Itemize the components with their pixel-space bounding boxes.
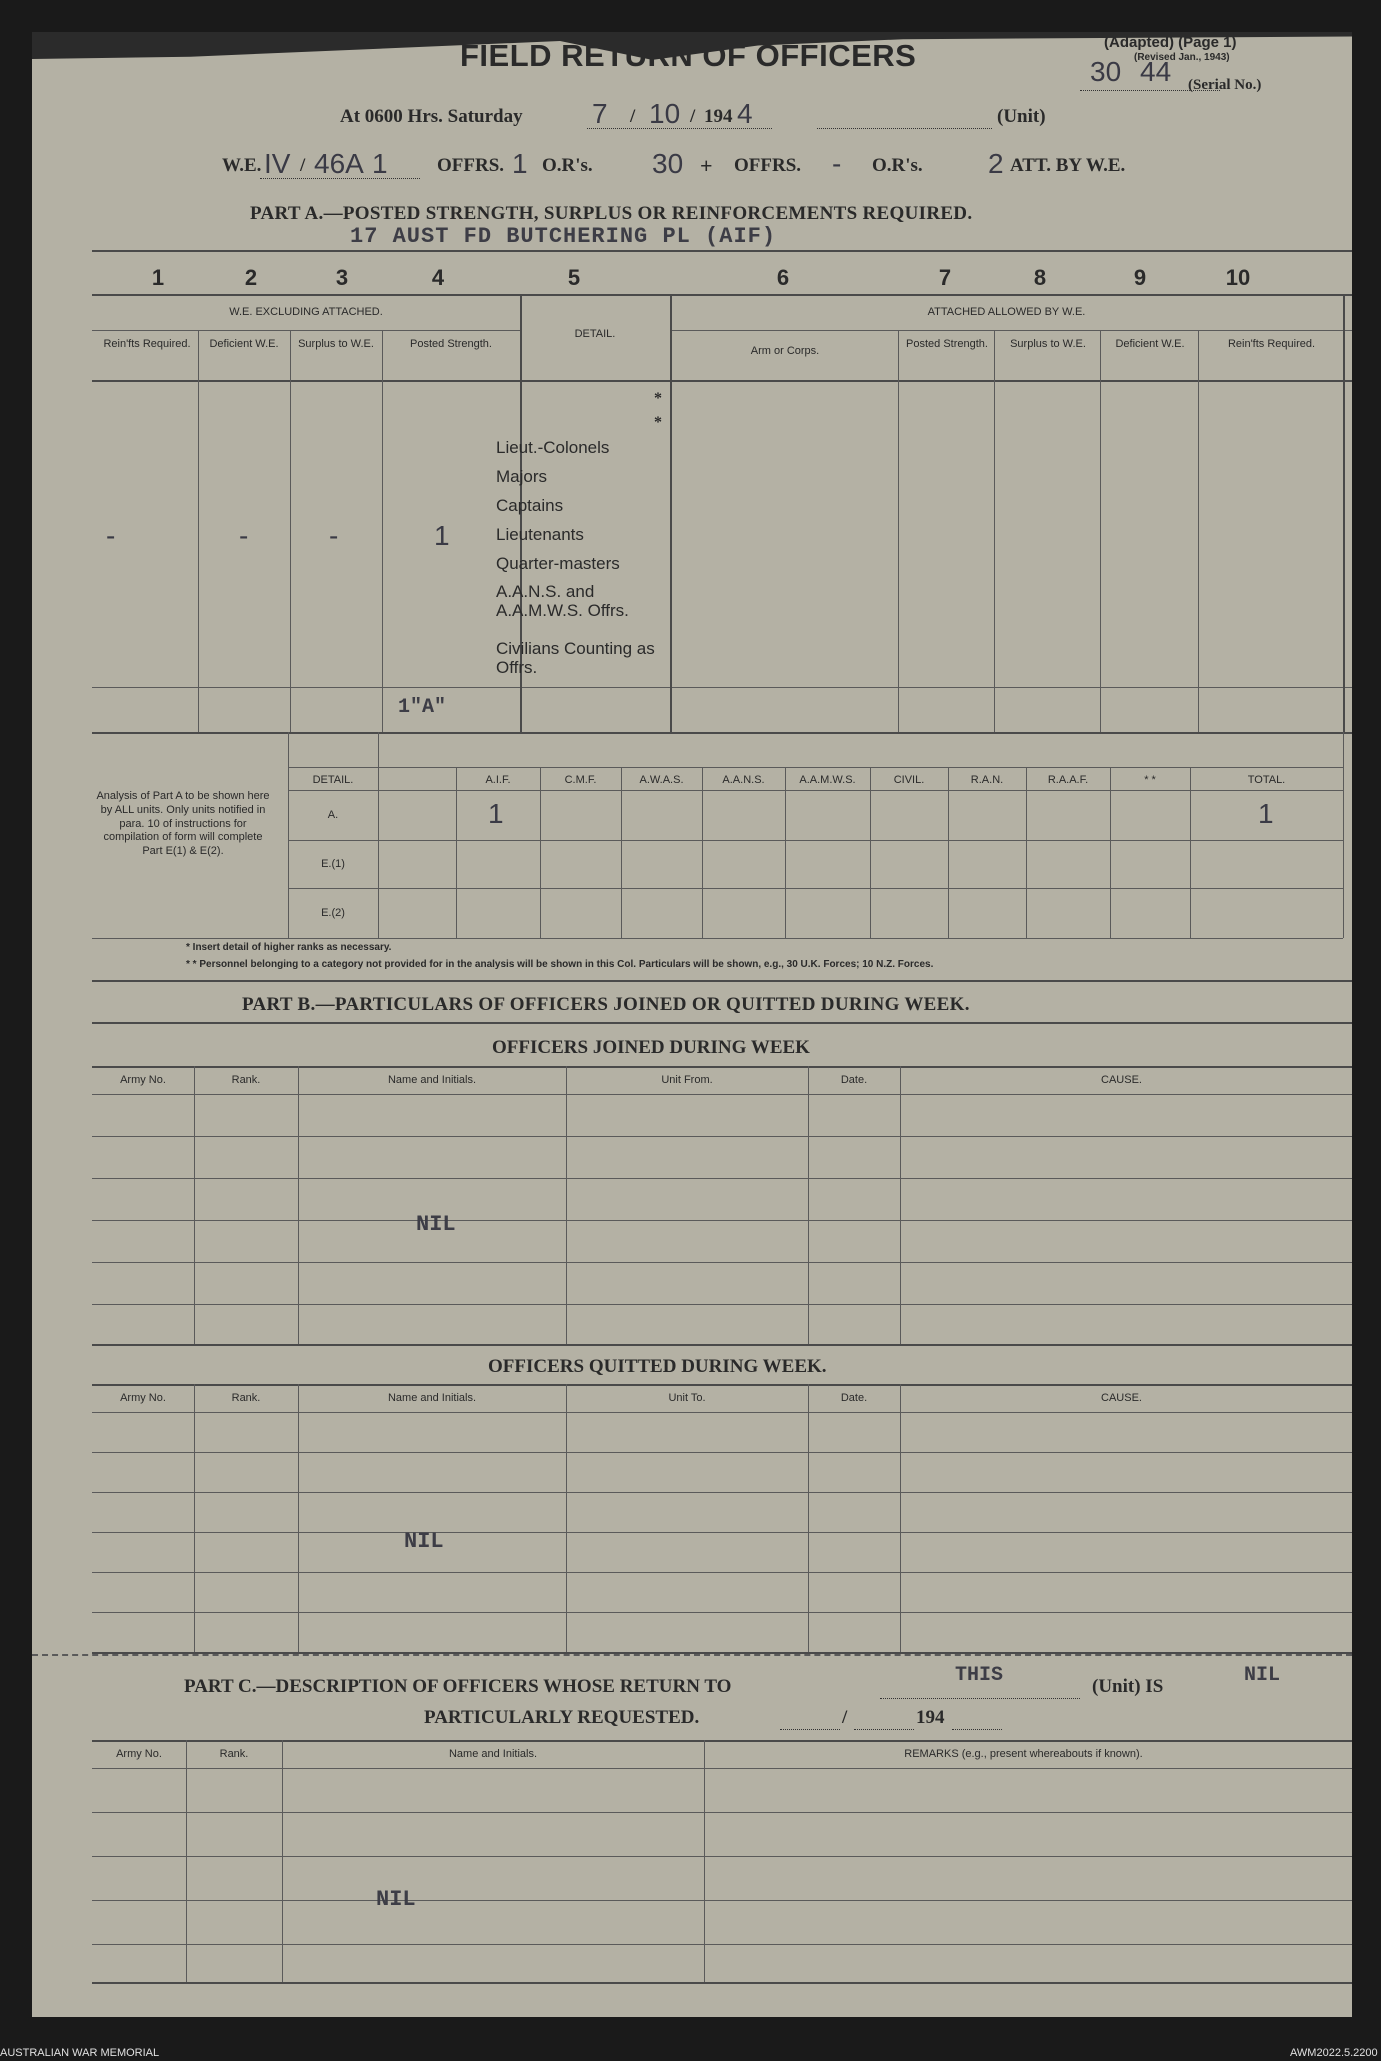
rank-asterisk-1: * [654,390,662,407]
posted-total-typed: 1"A" [398,696,447,719]
part-a-v8 [1100,330,1101,732]
form-title: FIELD RETURN OF OFFICERS [460,38,917,73]
entry-posted: 1 [434,520,450,551]
analysis-header-raaf: R.A.A.F. [1047,774,1089,786]
offrs2-value: - [832,148,842,179]
quitted-v3 [566,1384,567,1652]
col-number-4: 4 [431,265,445,290]
part-c-header-bottom [92,1768,1352,1769]
part-a-bottom [92,732,1352,734]
part-c-date-dotline-2 [854,1729,914,1730]
left-header-surplus: Surplus to W.E. [298,338,374,350]
analysis-v1 [378,732,379,938]
serial-number-handwritten: 30 [1090,56,1122,87]
part-a-subhdr-right [670,330,1352,331]
footnote-1: * Insert detail of higher ranks as necessary. [186,942,392,953]
analysis-row-e1-top [288,840,1343,841]
joined-v4 [808,1066,809,1344]
joined-header-bottom [92,1094,1352,1095]
joined-header-army-no: Army No. [120,1074,166,1086]
part-c-nil: NIL [376,1887,416,1912]
entry-reinfts: - [106,520,116,551]
analysis-top [288,767,1343,768]
analysis-v6 [785,767,786,938]
we-part1: IV [264,148,291,179]
date-year-digit: 4 [737,98,753,129]
date-slash-1: / [630,106,636,127]
analysis-v5 [702,767,703,938]
unit-dotline [817,128,992,129]
analysis-v9 [1026,767,1027,938]
we-slash-1: / [300,155,306,176]
right-header-arm: Arm or Corps. [750,345,820,357]
joined-heading: OFFICERS JOINED DURING WEEK [492,1037,810,1058]
unit-typed: 17 AUST FD BUTCHERING PL (AIF) [350,224,777,249]
part-c-row-1 [92,1812,1352,1813]
col-number-2: 2 [244,265,258,290]
quitted-nil: NIL [404,1529,444,1554]
rank-lieutenants: Lieutenants [496,525,584,544]
quitted-header-bottom [92,1412,1352,1413]
analysis-header-total: TOTAL. [1247,774,1286,786]
part-c-v2 [282,1740,283,1982]
joined-row-4 [92,1262,1352,1263]
quitted-row-3 [92,1532,1352,1533]
right-header-posted: Posted Strength. [906,338,988,350]
quitted-header-army-no: Army No. [120,1392,166,1404]
joined-v5 [900,1066,901,1344]
serial-label: (Serial No.) [1188,77,1262,93]
col-number-6: 6 [776,265,790,290]
quitted-table-top [92,1384,1352,1386]
date-day: 7 [592,98,608,129]
analysis-aif-a: 1 [488,798,504,829]
part-a-v2 [290,330,291,732]
rank-asterisk-2: * [654,414,662,431]
analysis-v11 [1190,767,1191,938]
offrs-value: 1 [512,148,528,179]
part-a-heading: PART A.—POSTED STRENGTH, SURPLUS OR REINFORCEMENTS REQUIRED. [250,203,973,224]
analysis-row-a: A. [327,809,339,821]
date-month: 10 [649,98,681,129]
analysis-header-aamws: A.A.M.W.S. [799,774,856,786]
date-year-prefix: 194 [704,106,733,127]
quitted-heading: OFFICERS QUITTED DURING WEEK. [488,1356,827,1377]
col-number-10: 10 [1225,265,1251,290]
part-c-date-dotline-3 [952,1729,1002,1730]
right-header-deficient: Deficient W.E. [1115,338,1185,350]
plus-sign: + [700,153,713,178]
analysis-total-a: 1 [1258,798,1274,829]
analysis-v7 [870,767,871,938]
part-c-date-dotline-1 [780,1729,840,1730]
part-c-header-rank: Rank. [219,1748,249,1760]
perforation-line [32,1654,1352,1656]
footer-left: AUSTRALIAN WAR MEMORIAL [0,2047,160,2059]
entry-deficient: - [239,520,249,551]
part-a-v6 [898,330,899,732]
part-c-unit-is: (Unit) IS [1092,1676,1164,1697]
part-c-v1 [186,1740,187,1982]
revised-label: (Revised Jan., 1943) [1134,52,1230,63]
part-c-heading-1: PART C.—DESCRIPTION OF OFFICERS WHOSE RETURN TO [184,1676,732,1697]
part-c-this: THIS [955,1664,1004,1687]
analysis-header-cmf: C.M.F. [564,774,597,786]
analysis-v10 [1110,767,1111,938]
joined-v2 [298,1066,299,1344]
part-c-row-3 [92,1900,1352,1901]
analysis-v12 [1343,732,1344,938]
detail-header: DETAIL. [574,328,616,340]
part-c-header-army-no: Army No. [116,1748,162,1760]
quitted-row-4 [92,1572,1352,1573]
attached-allowed-header: ATTACHED ALLOWED BY W.E. [927,306,1086,318]
at-line-label: At 0600 Hrs. Saturday [340,106,523,127]
we-part3: 1 [372,148,388,179]
part-c-table-bottom [92,1982,1352,1984]
analysis-row-e1: E.(1) [321,858,345,870]
part-a-v9 [1198,330,1199,732]
part-c-v3 [704,1740,705,1982]
part-a-v7 [994,330,995,732]
footnote-2: * * Personnel belonging to a category not provided for in the analysis will be shown in this Col. Particulars will be shown, e.g., 30 U.K. Forces; 10 N.Z. Forces. [186,959,934,970]
left-header-posted: Posted Strength. [410,338,492,350]
quitted-row-2 [92,1492,1352,1493]
analysis-header-detail: DETAIL. [312,774,354,786]
part-a-header-bottom [92,380,1352,382]
att-label: ATT. BY W.E. [1010,155,1126,176]
ors-value: 30 [652,148,684,179]
col-number-5: 5 [567,265,581,290]
right-header-surplus: Surplus to W.E. [1010,338,1086,350]
analysis-v4 [621,767,622,938]
quitted-row-5 [92,1612,1352,1613]
adapted-label: (Adapted) (Page 1) [1104,34,1237,51]
offrs-label: OFFRS. [437,155,505,176]
joined-header-name: Name and Initials. [387,1074,477,1086]
quitted-header-unit-to: Unit To. [668,1392,706,1404]
joined-row-5 [92,1304,1352,1305]
analysis-v8 [948,767,949,938]
part-a-detail-bottom [92,687,1352,688]
quitted-v4 [808,1384,809,1652]
quitted-row-1 [92,1452,1352,1453]
part-a-v1 [198,330,199,732]
part-b-rule [92,1022,1352,1024]
rank-civilians: Civilians Counting as Offrs. [496,639,655,677]
col-number-9: 9 [1133,265,1147,290]
ors-label: O.R's. [542,155,593,176]
part-c-date-year: 194 [916,1707,945,1728]
part-c-header-remarks: REMARKS (e.g., present whereabouts if known). [904,1748,1143,1760]
analysis-header-civil: CIVIL. [893,774,925,786]
analysis-header-aif: A.I.F. [485,774,511,786]
part-c-nil-right: NIL [1244,1664,1281,1687]
analysis-row-a-top [288,790,1343,791]
offrs2-label: OFFRS. [734,155,802,176]
part-c-row-2 [92,1856,1352,1857]
part-a-right-edge [1343,294,1345,732]
analysis-header-ran: R.A.N. [970,774,1004,786]
left-header-deficient: Deficient W.E. [209,338,279,350]
rank-quarter-masters: Quarter-masters [496,554,620,573]
part-c-row-4 [92,1944,1352,1945]
rank-majors: Majors [496,467,548,486]
analysis-v3 [540,767,541,938]
ors2-value: 2 [988,148,1004,179]
serial-number-handwritten-2: 44 [1140,56,1172,87]
joined-table-top [92,1066,1352,1068]
analysis-bottom [92,938,1343,939]
joined-nil: NIL [416,1212,456,1237]
part-a-end-rule [92,980,1352,982]
part-c-heading-2: PARTICULARLY REQUESTED. [424,1707,700,1728]
unit-label: (Unit) [997,106,1046,127]
part-a-v3 [382,330,383,732]
form-sheet [32,32,1352,2017]
analysis-v2 [456,767,457,938]
col-number-8: 8 [1033,265,1047,290]
part-b-heading: PART B.—PARTICULARS OF OFFICERS JOINED OR QUITTED DURING WEEK. [242,994,970,1015]
right-header-reinfts: Rein'fts Required. [1227,338,1316,350]
part-a-subhdr-left [92,330,520,331]
part-c-table-top [92,1740,1352,1742]
quitted-header-cause: CAUSE. [1101,1392,1142,1404]
joined-row-3 [92,1220,1352,1221]
quitted-header-rank: Rank. [231,1392,261,1404]
analysis-note: Analysis of Part A to be shown here by ALL units. Only units notified in para. 10 of instructions for compilation of form will complete Part E(1) & E(2). [96,790,270,857]
we-label: W.E. [222,155,262,176]
quitted-header-name: Name and Initials. [387,1392,477,1404]
rank-aans-aamws: A.A.N.S. and A.A.M.W.S. Offrs. [496,582,629,620]
part-a-table-top [92,294,1352,296]
we-part2: 46A [314,148,364,179]
rank-lieut-colonels: Lieut.-Colonels [496,438,610,457]
part-a-v5 [670,294,672,732]
analysis-row-e2-top [288,888,1343,889]
quitted-v5 [900,1384,901,1652]
left-header-reinfts: Rein'fts Required. [103,338,191,350]
we-excluding-header: W.E. EXCLUDING ATTACHED. [229,306,383,318]
we-dotline [260,178,420,179]
joined-header-unit-from: Unit From. [661,1074,713,1086]
part-c-unit-dotline [880,1698,1080,1699]
joined-v1 [194,1066,195,1344]
col-number-7: 7 [938,265,952,290]
col-number-1: 1 [151,265,165,290]
joined-row-1 [92,1136,1352,1137]
quitted-v1 [194,1384,195,1652]
joined-header-cause: CAUSE. [1101,1074,1142,1086]
part-a-top-rule [92,250,1352,252]
analysis-header-awas: A.W.A.S. [639,774,684,786]
entry-surplus: - [329,520,339,551]
joined-row-2 [92,1178,1352,1179]
analysis-header-aans: A.A.N.S. [722,774,765,786]
analysis-row-e2: E.(2) [321,907,345,919]
date-slash-2: / [690,106,696,127]
joined-v3 [566,1066,567,1344]
joined-header-rank: Rank. [231,1074,261,1086]
quitted-v2 [298,1384,299,1652]
part-c-date-slash: / [842,1707,848,1728]
footer-right: AWM2022.5.2200 [1290,2047,1378,2059]
col-number-3: 3 [335,265,349,290]
analysis-header-other: * * [1144,774,1156,786]
part-c-header-name: Name and Initials. [448,1748,538,1760]
date-dotline [587,128,772,129]
joined-table-bottom [92,1344,1352,1346]
quitted-header-date: Date. [840,1392,868,1404]
joined-header-date: Date. [840,1074,868,1086]
rank-captains: Captains [496,496,564,515]
ors2-label: O.R's. [872,155,923,176]
